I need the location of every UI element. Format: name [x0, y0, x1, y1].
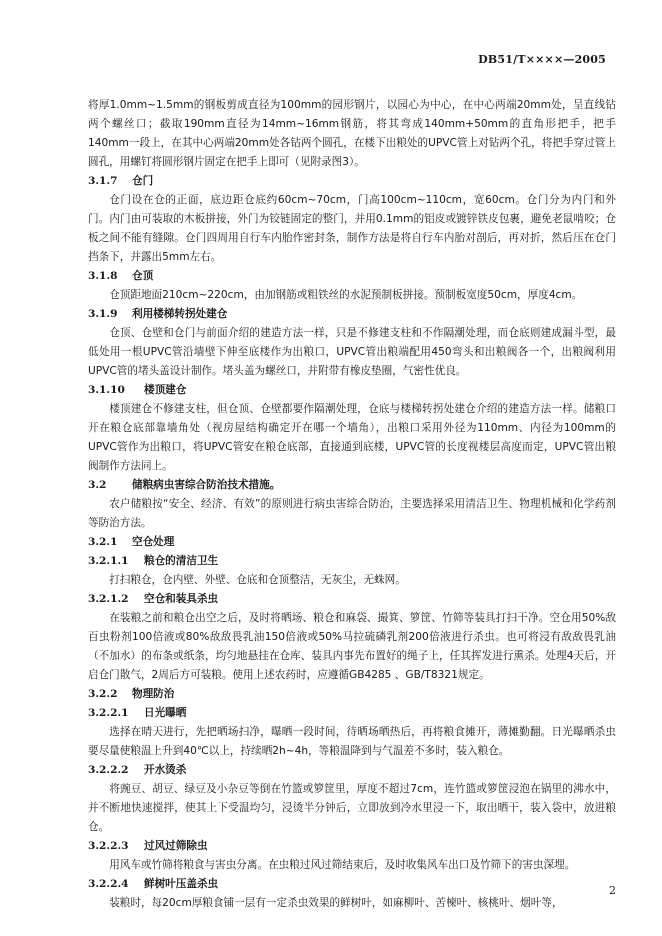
section-number: 3.2.1.2 — [88, 593, 129, 605]
paragraph: 用风车或竹筛将粮食与害虫分离。在虫粮过风过筛结束后，及时收集风车出口及竹筛下的害虫深埋。 — [109, 859, 576, 871]
section-title: 物理防治 — [132, 688, 175, 700]
section-number: 3.2.1.1 — [88, 555, 129, 567]
section-heading — [88, 875, 616, 894]
section-number: 3.1.8 — [88, 270, 118, 282]
section-number: 3.2.2.3 — [88, 840, 129, 852]
section-heading — [88, 837, 616, 856]
section-number: 3.1.10 — [88, 384, 125, 396]
section-number: 3.2.2 — [88, 688, 118, 700]
section-number: 3.2.2.4 — [88, 878, 129, 890]
paragraph: 装粮时，每20cm厚粮食铺一层有一定杀虫效果的鲜树叶，如麻柳叶、苦楝叶、核桃叶、烟叶等， — [109, 897, 563, 909]
section-heading — [88, 305, 616, 324]
section-title: 空仓处理 — [132, 536, 175, 548]
section-heading — [88, 381, 616, 400]
paragraph: 在装粮之前和粮仓出空之后，及时将晒场、粮仓和麻袋、撮箕、箩筐、竹筛等装具打扫干净。空仓用50%敌百虫粉剂100倍液或80%敌敌畏乳油150倍液或50%马拉硫磷乳剂200倍液进行杀虫。也可将浸有敌敌畏乳油（不加水）的布条或纸条，均匀地悬挂在仓库、装具内事先布置好的绳子上，任其挥发进行熏杀。处理4天后，开启仓门散气，2周后方可装粮。使用上述农药时，应遵循GB4285 、GB/T8321规定。 — [88, 612, 616, 681]
section-title: 利用楼梯转拐处建仓 — [132, 308, 228, 320]
section-title: 仓门 — [132, 175, 154, 187]
paragraph: 仓门设在仓的正面，底边距仓底约60cm~70cm，门高100cm~110cm，宽60cm。仓门分为内门和外门。内门由可装取的木板拼接，外门为铰链固定的整门，并用0.1mm的铝皮或镀锌铁皮包裹，避免老鼠啃咬；仓板之间不能有缝隙。仓门四周用自行车内胎作密封条，制作方法是将自行车内胎对剖后，再对折，然后压在仓门挡条下，并露出5mm左右。 — [88, 194, 616, 263]
section-title: 鲜树叶压盖杀虫 — [144, 878, 219, 890]
doc-code: DB51/T××××—2005 — [478, 53, 606, 66]
paragraph: 仓顶距地面210cm~220cm，由加钢筋或粗铁丝的水泥预制板拼接。预制板宽度50cm，厚度4cm。 — [109, 289, 583, 301]
section-heading — [88, 685, 616, 704]
section-heading — [88, 476, 616, 495]
section-title: 开水烫杀 — [144, 764, 187, 776]
section-title: 日光曝晒 — [144, 707, 187, 719]
section-title: 粮仓的清洁卫生 — [144, 555, 219, 567]
section-number: 3.2.2.2 — [88, 764, 129, 776]
section-title: 空仓和装具杀虫 — [144, 593, 219, 605]
section-title: 储粮病虫害综合防治技术措施。 — [132, 479, 281, 491]
paragraph: 仓顶、仓壁和仓门与前面介绍的建造方法一样，只是不修建支柱和不作隔潮处理，而仓底则建成漏斗型，最低处用一根UPVC管沿墙壁下伸至底楼作为出粮口，UPVC管出粮端配用450弯头和出粮阀各一个，出粮阀利用UPVC管的堵头盖设计制作。堵头盖为螺丝口，并附带有橡皮垫圈，气密性优良。 — [88, 327, 616, 377]
section-title: 仓顶 — [132, 270, 154, 282]
section-number: 3.2.2.1 — [88, 707, 129, 719]
paragraph: 打扫粮仓，仓内壁、外壁、仓底和仓顶整洁，无灰尘，无蛛网。 — [109, 574, 406, 586]
section-number: 3.1.9 — [88, 308, 118, 320]
document-body — [88, 96, 616, 913]
section-heading — [88, 704, 616, 723]
section-title: 楼顶建仓 — [144, 384, 187, 396]
paragraph: 将厚1.0mm~1.5mm的钢板剪成直径为100mm的园形钢片，以园心为中心，在中心两端20mm处，呈直线钻两个螺丝口；截取190mm直径为14mm~16mm钢筋，将其弯成140mm+50mm的直角形把手，把手140mm一段上，在其中心两端20mm处各钻两个圆孔，在楼下出粮处的UPVC管上对钻两个孔，将把手穿过管上圆孔，用螺钉将圆形钢片固定在把手上即可（见附录图3）。 — [88, 99, 616, 168]
section-title: 过风过筛除虫 — [144, 840, 208, 852]
page-number: 2 — [609, 884, 616, 897]
section-heading — [88, 761, 616, 780]
section-heading — [88, 172, 616, 191]
paragraph: 农户储粮按“安全、经济、有效”的原则进行病虫害综合防治，主要选择采用清洁卫生、物理机械和化学药剂等防治方法。 — [88, 498, 616, 529]
paragraph: 楼顶建仓不修建支柱，但仓顶、仓壁都要作隔潮处理，仓底与楼梯转拐处建仓介绍的建造方法一样。储粮口开在粮仓底部靠墙角处（视房屋结构确定开在哪一个墙角），出粮口采用外径为110mm、内径为100mm的UPVC管作为出粮口，将UPVC管安在粮仓底部，直接通到底楼，UPVC管的长度视楼层高度而定，UPVC管出粮阀制作方法同上。 — [88, 403, 616, 472]
section-number: 3.2 — [88, 479, 107, 491]
section-number: 3.2.1 — [88, 536, 118, 548]
section-heading — [88, 590, 616, 609]
section-number: 3.1.7 — [88, 175, 118, 187]
paragraph: 将豌豆、胡豆、绿豆及小杂豆等倒在竹篮或箩筐里，厚度不超过7cm，连竹篮或箩筐浸泡在锅里的沸水中，并不断地快速搅拌，使其上下受温均匀，浸烫半分钟后，立即放到冷水里浸一下，取出晒干，装入袋中，放进粮仓。 — [88, 783, 616, 833]
paragraph: 选择在晴天进行，先把晒场扫净，曝晒一段时间，待晒场晒热后，再将粮食摊开，薄摊勤翻。日光曝晒杀虫要尽量使粮温上升到40℃以上，持续晒2h~4h，等粮温降到与气温差不多时，装入粮仓。 — [88, 726, 616, 757]
section-heading — [88, 267, 616, 286]
section-heading — [88, 533, 616, 552]
section-heading — [88, 552, 616, 571]
